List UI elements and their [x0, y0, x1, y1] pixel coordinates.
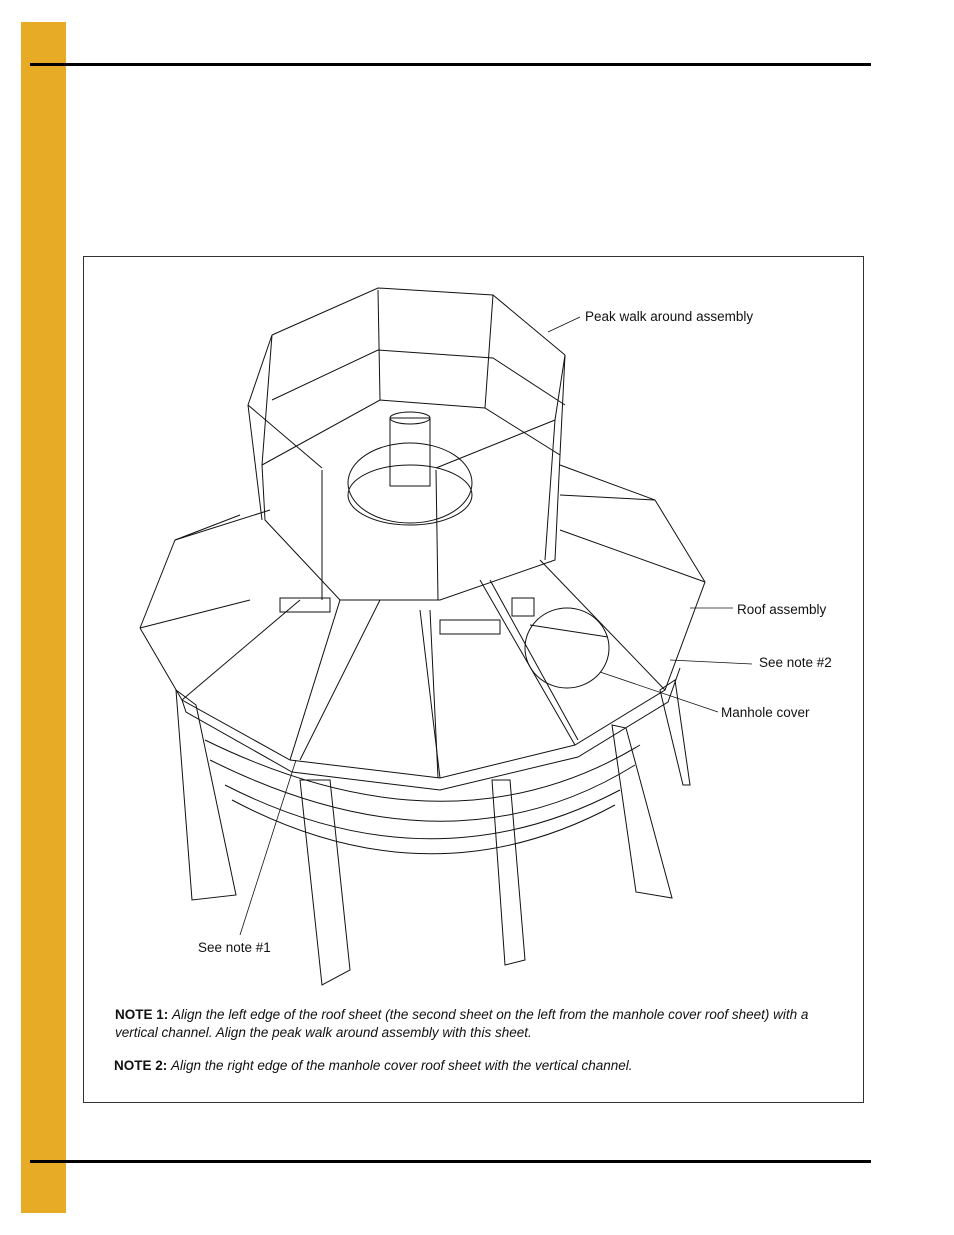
rail-post [545, 420, 555, 560]
note-2 [114, 1057, 814, 1075]
roof-seam [560, 530, 705, 582]
note-2-label: NOTE 2: [114, 1058, 168, 1073]
rail-post [485, 295, 493, 408]
manhole-cover [525, 608, 609, 688]
channel-bracket [280, 598, 330, 612]
roof-edge [140, 540, 175, 628]
leader-line [600, 672, 718, 712]
ring-beam [225, 785, 620, 839]
roof-seam [182, 600, 300, 700]
leader-line [548, 317, 580, 332]
rail-post [262, 335, 272, 465]
callout-peak-walk: Peak walk around assembly [585, 309, 754, 324]
roof-seam [560, 495, 655, 500]
walkway-center-ring [348, 465, 472, 525]
top-rail [248, 335, 272, 405]
walkway-deck [262, 400, 560, 600]
roof-edge [182, 668, 680, 790]
support-leg [176, 690, 236, 900]
callout-roof-assembly: Roof assembly [737, 602, 827, 617]
note-1-text: Align the left edge of the roof sheet (the second sheet on the left from the manhole cover roof sheet) with a vertical channel. Align the peak walk around assembly with this sheet. [115, 1007, 809, 1040]
top-rail [272, 288, 565, 355]
roof-seam [140, 600, 250, 628]
support-leg [300, 780, 350, 985]
rail-post [378, 290, 380, 400]
roof-seam [540, 560, 665, 690]
channel-bracket [512, 598, 534, 616]
note-1 [115, 1006, 815, 1042]
support-leg [660, 680, 690, 785]
callout-see-note-1: See note #1 [198, 940, 271, 955]
roof-seam [175, 515, 240, 540]
rail-post [248, 405, 262, 520]
roof-seam [290, 600, 340, 760]
support-leg [492, 780, 525, 965]
note-1-label: NOTE 1: [115, 1007, 169, 1022]
roof-seam [175, 510, 270, 540]
mid-rail [272, 350, 565, 405]
channel-bracket [440, 620, 500, 634]
manhole-seam [530, 625, 608, 637]
callout-manhole-cover: Manhole cover [721, 705, 810, 720]
vent-pipe [390, 418, 430, 486]
ring-beam [232, 800, 615, 854]
rail-post [436, 470, 438, 600]
support-leg [612, 725, 672, 898]
leader-line [670, 660, 752, 664]
top-rail [436, 420, 555, 468]
walkway-center-ring [348, 443, 472, 523]
roof-seam [300, 600, 380, 760]
callout-see-note-2: See note #2 [759, 655, 832, 670]
roof-seam [430, 610, 438, 778]
note-2-text: Align the right edge of the manhole cover roof sheet with the vertical channel. [171, 1058, 633, 1073]
top-rail [248, 405, 322, 468]
